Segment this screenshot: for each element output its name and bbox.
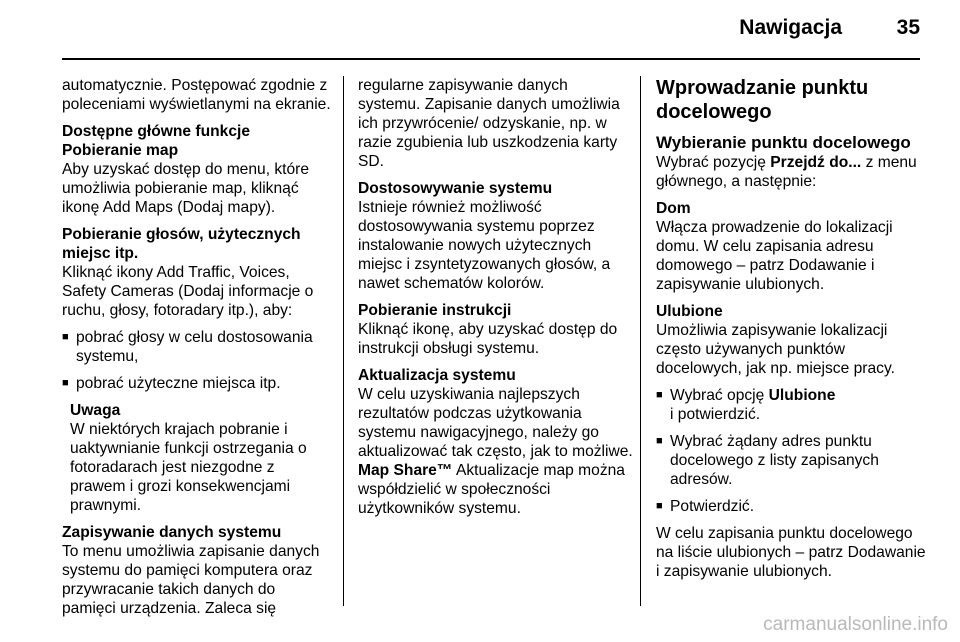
- customize-heading: Dostosowywanie systemu: [358, 180, 553, 197]
- favorites-label: Ulubione: [768, 387, 836, 404]
- maps-heading: Pobieranie map: [62, 142, 179, 159]
- page-header: [0, 0, 960, 58]
- column-left: [62, 76, 332, 618]
- maps-text: Aby uzyskać dostęp do menu, które umożliwia pobieranie map, kliknąć ikonę Add Maps (Dodaj mapy).: [62, 161, 310, 216]
- list-item: ■ Potwierdzić.: [656, 498, 755, 515]
- bullet-square-icon: ■: [656, 435, 663, 447]
- favorites-footer-text: W celu zapisania punktu docelowego na liście ulubionych – patrz Dodawanie i zapisywanie ulubionych.: [656, 525, 926, 580]
- column-middle: [358, 76, 634, 518]
- favorites-text: Umożliwia zapisywanie lokalizacji często używanych punktów docelowych, jak np. miejsce pracy.: [656, 322, 895, 377]
- go-to-label: Przejdź do...: [770, 154, 862, 171]
- column-divider: [640, 76, 641, 606]
- subsection-heading: Wybieranie punktu docelowego: [656, 133, 911, 152]
- main-functions-heading: Dostępne główne funkcje: [62, 123, 251, 140]
- bullet-square-icon: ■: [62, 331, 69, 343]
- select-text: Wybrać pozycję Przejdź do... z menu głównego, a następnie:: [656, 154, 917, 190]
- bullet-square-icon: ■: [656, 500, 663, 512]
- home-text: Włącza prowadzenie do lokalizacji domu. W celu zapisania adresu domowego – patrz Dodawanie i zapisywanie ulubionych.: [656, 219, 893, 293]
- instructions-text: Kliknąć ikonę, aby uzyskać dostęp do instrukcji obsługi systemu.: [358, 321, 618, 357]
- watermark: carmanualsonline.info: [763, 614, 948, 635]
- column-right: [656, 76, 928, 581]
- section-heading: Wprowadzanie punktu docelowego: [656, 77, 869, 123]
- voices-text: Kliknąć ikony Add Traffic, Voices, Safety Cameras (Dodaj informacje o ruchu, głosy, fotoradary itp.), aby:: [62, 264, 314, 319]
- voices-heading: Pobieranie głosów, użytecznych miejsc itp.: [62, 226, 301, 262]
- note-heading: Uwaga: [70, 402, 121, 419]
- update-heading: Aktualizacja systemu: [358, 367, 516, 384]
- bullet-square-icon: ■: [62, 377, 69, 389]
- note-box: [62, 401, 332, 515]
- list-item: ■ Wybrać opcję Ulubione i potwierdzić.: [656, 387, 836, 423]
- save-data-text: To menu umożliwia zapisanie danych systemu do pamięci komputera oraz przywracanie takich danych do pamięci urządzenia. Zaleca się: [62, 543, 320, 617]
- note-text: W niektórych krajach pobranie i uaktywnianie funkcji ostrzegania o fotoradarach jest niezgodne z prawem i grozi konsekwencjami prawnymi.: [70, 421, 307, 514]
- continued-text: regularne zapisywanie danych systemu. Zapisanie danych umożliwia ich przywrócenie/ odzyskanie, np. w razie zgubienia lub uszkodzenia karty SD.: [358, 77, 620, 170]
- list-item: ■ Wybrać żądany adres punktu docelowego z listy zapisanych adresów.: [656, 433, 879, 488]
- favorites-heading: Ulubione: [656, 303, 723, 320]
- list-item: ■ pobrać użyteczne miejsca itp.: [62, 375, 281, 392]
- bullet-square-icon: ■: [656, 389, 663, 401]
- map-share-label: Map Share™: [358, 462, 453, 479]
- header-rule: [62, 58, 920, 60]
- update-text: W celu uzyskiwania najlepszych rezultatów podczas użytkowania systemu nawigacyjnego, należy go aktualizować tak często, jak to możliwe. Map Share™ Aktualizacje map można współdzielić w społeczności użytkowników systemu.: [358, 386, 633, 517]
- list-item: ■ pobrać głosy w celu dostosowania systemu,: [62, 329, 313, 365]
- save-data-heading: Zapisywanie danych systemu: [62, 524, 282, 541]
- customize-text: Istnieje również możliwość dostosowywania systemu poprzez instalowanie nowych użytecznych miejsc i zsyntetyzowanych głosów, a nawet schematów kolorów.: [358, 199, 611, 292]
- chapter-title: Nawigacja: [739, 16, 842, 39]
- page-number: 35: [896, 16, 920, 39]
- instructions-heading: Pobieranie instrukcji: [358, 302, 512, 319]
- intro-text: automatycznie. Postępować zgodnie z poleceniami wyświetlanymi na ekranie.: [62, 77, 331, 113]
- home-heading: Dom: [656, 200, 691, 217]
- column-divider: [343, 76, 344, 606]
